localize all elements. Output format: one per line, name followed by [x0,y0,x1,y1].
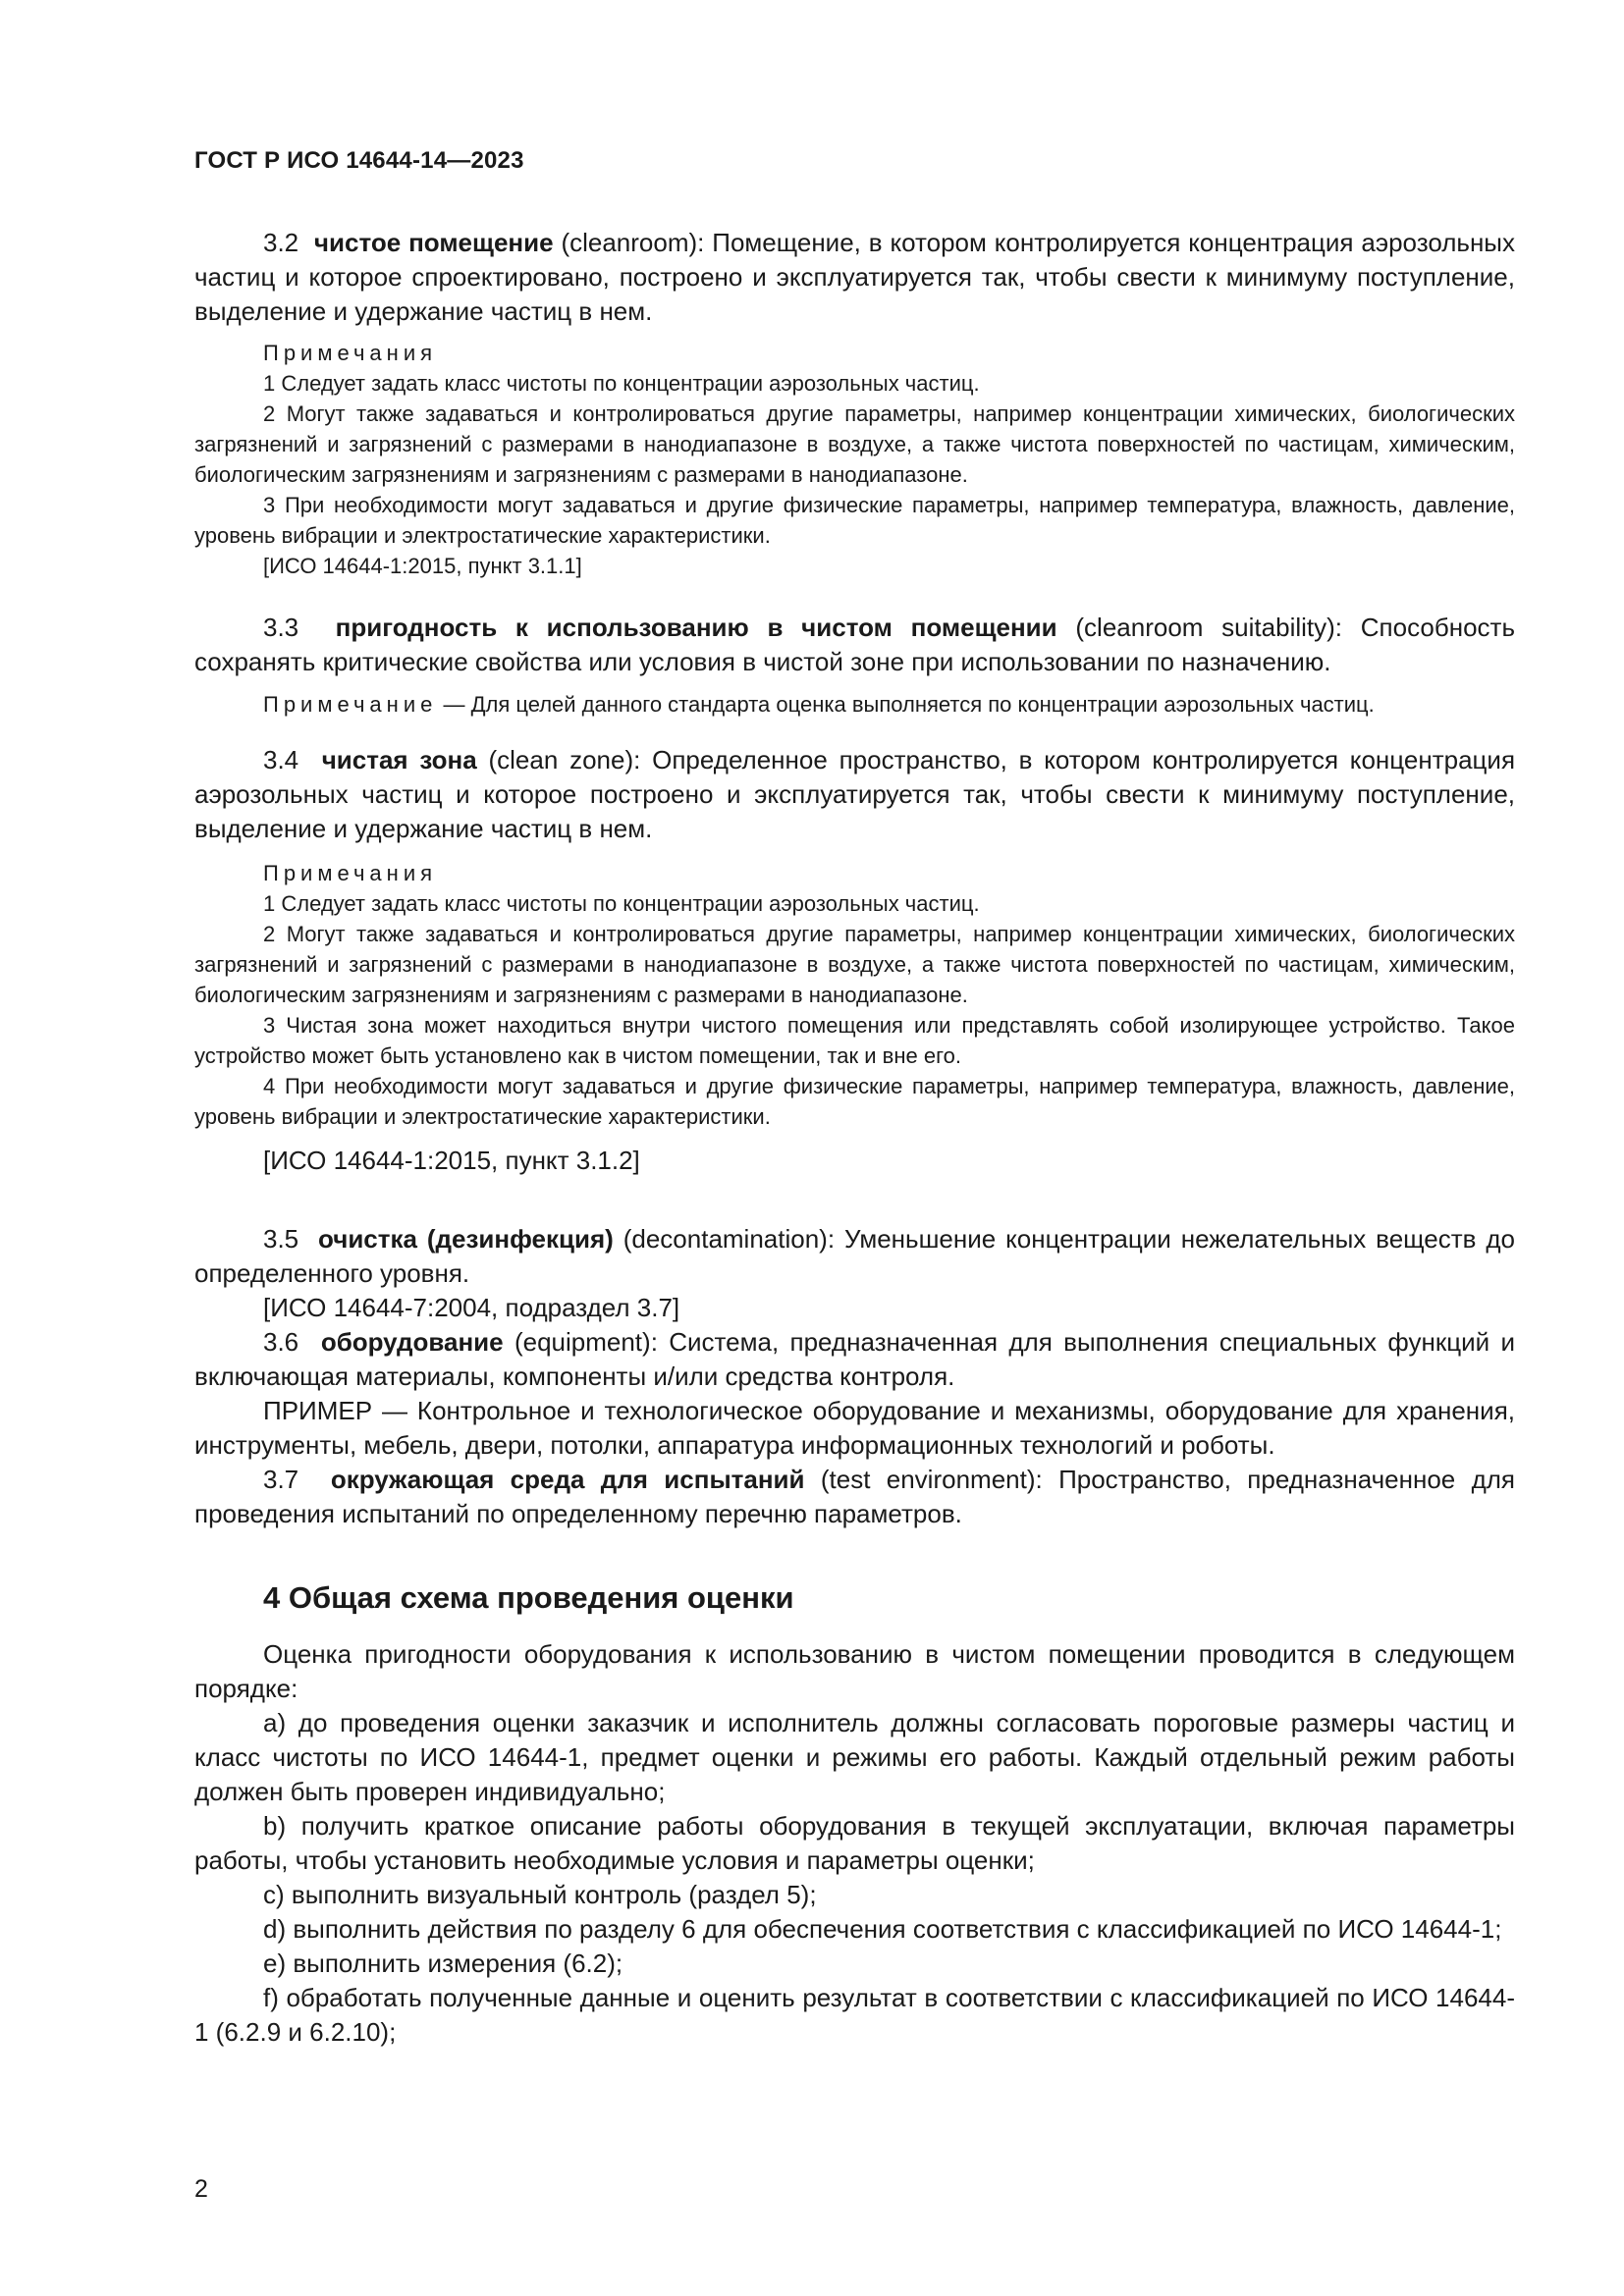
term-english: (clean zone): [488,745,641,774]
clause-3-5-definition [194,1222,1515,1291]
term: чистое помещение [313,228,554,257]
list-item: а) до проведения оценки заказчик и исполнитель должны согласовать пороговые размеры частиц и класс чистоты по ИСО 14644-1, предмет оценки и режимы его работы. Каждый отдельный режим работы должен быть проверен индивидуально; [194,1708,1515,1806]
clause-number: 3.6 [263,1327,299,1357]
notes-heading: Примечания [263,341,438,365]
clause-3-2-definition [194,226,1515,329]
note-1: 1 Следует задать класс чистоты по концентрации аэрозольных частиц. [263,891,980,916]
section-4 [194,1578,1515,2050]
definition-text: Способность сохранять критические свойства или условия в чистой зоне при использовании по назначению. [194,613,1515,676]
definition-text: Уменьшение концентрации нежелательных веществ до определенного уровня. [194,1224,1515,1288]
clause-3-3-definition [194,611,1515,679]
definition-text: Пространство, предназначенное для проведения испытаний по определенному перечню параметров. [194,1465,1515,1528]
note-3: 3 При необходимости могут задаваться и другие физические параметры, например температура, влажность, давление, уровень вибрации и электростатические характеристики. [194,493,1515,548]
note-2: 2 Могут также задаваться и контролироваться другие параметры, например концентрации химических, биологических загрязнений и загрязнений с размерами в нанодиапазоне в воздухе, а также чистота поверхностей по частицам, химическим, биологическим загрязнениям и загрязнениям с размерами в нанодиапазоне. [194,922,1515,1007]
list-item: f) обработать полученные данные и оценить результат в соответствии с классификацией по ИСО 14644-1 (6.2.9 и 6.2.10); [194,1983,1515,2047]
notes-heading: Примечания [263,861,438,885]
source-reference: [ИСО 14644-1:2015, пункт 3.1.1] [263,554,582,578]
term-english: (decontamination): [623,1224,836,1254]
term-english: (cleanroom): [561,228,705,257]
clause-number: 3.3 [263,613,299,642]
source-reference: [ИСО 14644-1:2015, пункт 3.1.2] [263,1146,640,1175]
note-2: 2 Могут также задаваться и контролироваться другие параметры, например концентрации химических, биологических загрязнений и загрязнений с размерами в нанодиапазоне в воздухе, а также чистота поверхностей по частицам, химическим, биологическим загрязнениям и загрязнениям с размерами в нанодиапазоне. [194,401,1515,487]
clause-number: 3.5 [263,1224,299,1254]
term-english: (test environment): [820,1465,1043,1494]
note-1: 1 Следует задать класс чистоты по концентрации аэрозольных частиц. [263,371,980,396]
document-header: ГОСТ Р ИСО 14644-14—2023 [194,147,524,174]
term: оборудование [320,1327,504,1357]
page-number: 2 [194,2175,208,2203]
clause-3-3 [194,611,1515,720]
clause-3-7-definition [194,1463,1515,1531]
clause-number: 3.2 [263,228,299,257]
list-item: e) выполнить измерения (6.2); [263,1949,623,1978]
definition-text: Помещение, в котором контролируется концентрация аэрозольных частиц и которое спроектировано, построено и эксплуатируется так, чтобы свести к минимуму поступление, выделение и удержание частиц в нем. [194,228,1515,326]
list-item: d) выполнить действия по разделу 6 для обеспечения соответствия с классификацией по ИСО 14644-1; [263,1914,1502,1944]
section-heading: 4 Общая схема проведения оценки [263,1580,794,1615]
definition-text: Определенное пространство, в котором контролируется концентрация аэрозольных частиц и которое построено и эксплуатируется так, чтобы свести к минимуму поступление, выделение и удержание частиц в нем. [194,745,1516,843]
clause-3-2 [194,226,1515,581]
clause-number: 3.7 [263,1465,299,1494]
section-intro: Оценка пригодности оборудования к использованию в чистом помещении проводится в следующем порядке: [194,1639,1515,1703]
note [194,689,1515,720]
clause-number: 3.4 [263,745,299,774]
note-text: — Для целей данного стандарта оценка выполняется по концентрации аэрозольных частиц. [443,692,1375,717]
note-4: 4 При необходимости могут задаваться и другие физические параметры, например температура, влажность, давление, уровень вибрации и электростатические характеристики. [194,1074,1515,1129]
term: чистая зона [321,745,477,774]
clause-3-6-definition [194,1325,1515,1394]
term: пригодность к использованию в чистом помещении [335,613,1057,642]
definition-text: Система, предназначенная для выполнения специальных функций и включающая материалы, компоненты и/или средства контроля. [194,1327,1515,1391]
term: очистка (дезинфекция) [317,1224,614,1254]
term-english: (equipment): [514,1327,658,1357]
note-label: Примечание [263,692,438,717]
clauses-3-5-to-3-7 [194,1222,1515,1531]
term: окружающая среда для испытаний [330,1465,805,1494]
clause-3-4 [194,743,1515,1178]
list-item: c) выполнить визуальный контроль (раздел 5); [263,1880,817,1909]
list-item: b) получить краткое описание работы оборудования в текущей эксплуатации, включая параметры работы, чтобы установить необходимые условия и параметры оценки; [194,1811,1515,1875]
source-reference: [ИСО 14644-7:2004, подраздел 3.7] [263,1293,680,1322]
note-3: 3 Чистая зона может находиться внутри чистого помещения или представлять собой изолирующее устройство. Такое устройство может быть установлено как в чистом помещении, так и вне его. [194,1013,1515,1068]
term-english: (cleanroom suitability): [1075,613,1343,642]
clause-3-4-definition [194,743,1515,846]
example: ПРИМЕР — Контрольное и технологическое оборудование и механизмы, оборудование для хранения, инструменты, мебель, двери, потолки, аппаратура информационных технологий и роботы. [194,1396,1515,1460]
